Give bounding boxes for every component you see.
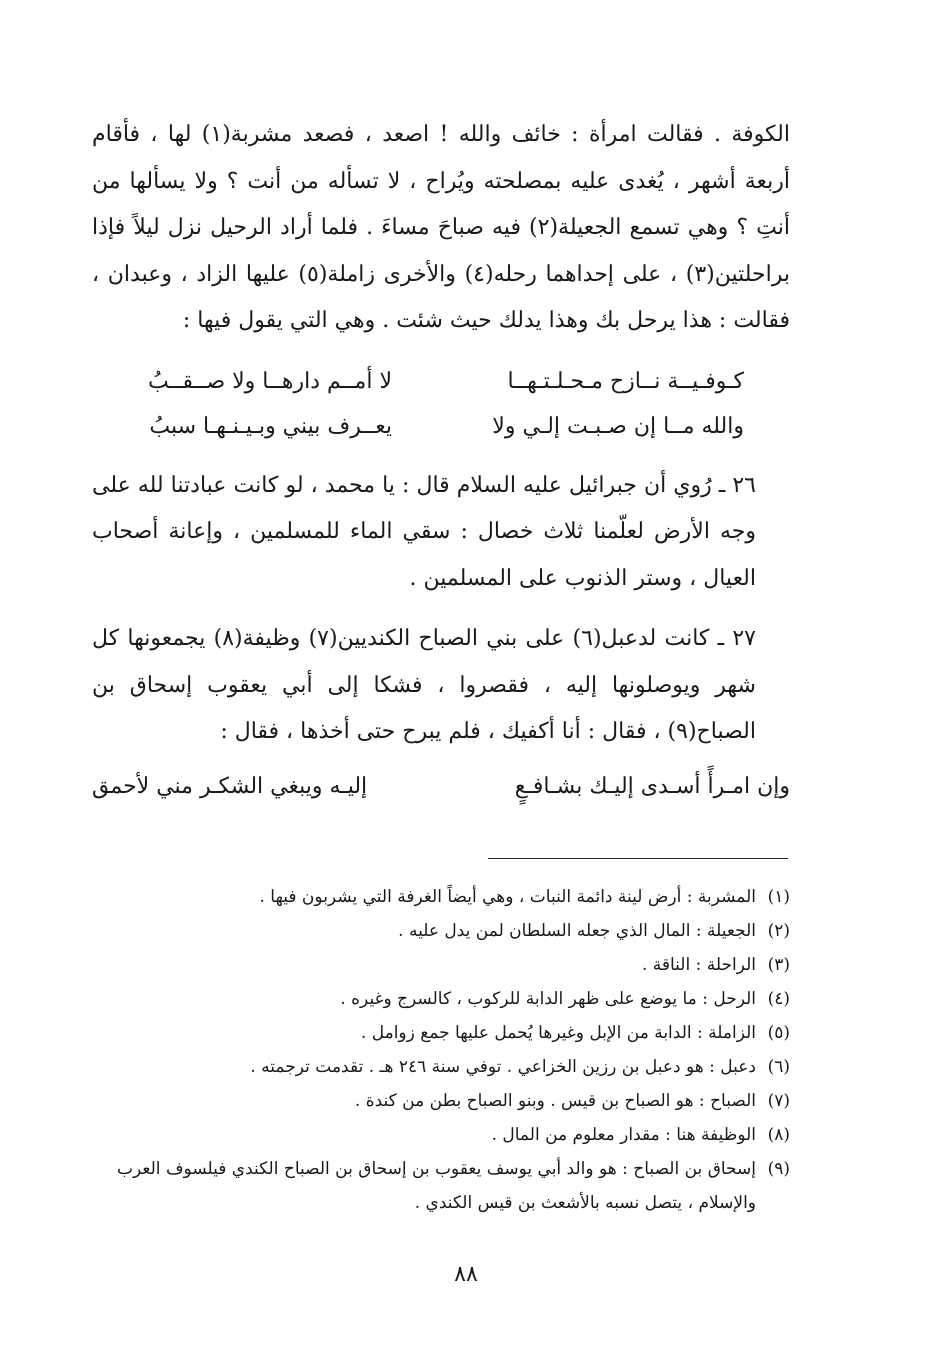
footnote-text: إسحاق بن الصباح : هو والد أبي يوسف يعقوب بن إسحاق بن الصباح الكندي فيلسوف العرب والإسلام ، يتصل نسبه بالأشعث بن قيس الكندي .: [117, 1159, 756, 1213]
footnote: [92, 1050, 790, 1084]
verse-second-hemistich: يعــرف بيني وبـيـنـهـا سببُ: [149, 413, 392, 439]
verse-first-hemistich: والله مــا إن صـبـت إلـي ولا: [492, 413, 744, 439]
footnote-text: دعبل : هو دعبل بن رزين الخزاعي . توفي سنة ٢٤٦ هـ . تقدمت ترجمته .: [250, 1057, 756, 1077]
footnote: [92, 948, 790, 982]
footnote: [92, 914, 790, 948]
footnote-number: (٨): [767, 1125, 790, 1145]
footnote-text: الجعيلة : المال الذي جعله السلطان لمن يدل عليه .: [398, 921, 756, 941]
footnote-number: (٤): [767, 989, 790, 1009]
verse-second-hemistich: لا أمــم دارهــا ولا صــقــبُ: [147, 368, 392, 394]
paragraph-26: ٢٦ ـ رُوي أن جبرائيل عليه السلام قال : يا محمد ، لو كانت عبادتنا لله على وجه الأرض لعلّمنا ثلاث خصال : سقي الماء للمسلمين ، وإعانة أصحاب العيال ، وستر الذنوب على المسلمين .: [92, 472, 756, 591]
poem-verse: [92, 404, 790, 449]
footnote-number: (٢): [767, 921, 790, 941]
footnote: [92, 1084, 790, 1118]
footnote-number: (٧): [767, 1091, 790, 1111]
verse-second-hemistich: إليـه ويبغي الشكـر مني لأحمق: [92, 773, 368, 799]
footnote-number: (٦): [767, 1057, 790, 1077]
footnote-number: (٣): [767, 955, 790, 975]
footnote-text: الراحلة : الناقة .: [641, 955, 756, 975]
poem: [92, 359, 790, 449]
footnote: [92, 880, 790, 914]
footnote: [92, 1118, 790, 1152]
footnotes: [92, 880, 790, 1220]
footnote-number: (٥): [767, 1023, 790, 1043]
verse-first-hemistich: كـوفـيــة نــازح مـحـلـتـهــا: [507, 368, 744, 394]
footnote: [92, 982, 790, 1016]
footnote-separator: [488, 858, 788, 859]
closing-verse: [92, 764, 790, 811]
footnote-text: الرحل : ما يوضع على ظهر الدابة للركوب ، كالسرج وغيره .: [340, 989, 756, 1009]
footnote-text: الوظيفة هنا : مقدار معلوم من المال .: [491, 1125, 756, 1145]
footnote-text: الزاملة : الدابة من الإبل وغيرها يُحمل عليها جمع زوامل .: [360, 1023, 756, 1043]
footnote: [92, 1152, 790, 1220]
footnote-number: (١): [767, 887, 790, 907]
main-text: [92, 112, 790, 810]
verse-first-hemistich: وإن امـرأً أسـدى إليـك بشـافـعٍ: [514, 773, 790, 799]
footnote-text: الصباح : هو الصباح بن قيس . وبنو الصباح بطن من كندة .: [354, 1091, 756, 1111]
poem-verse: [92, 359, 790, 404]
paragraph-intro: الكوفة . فقالت امرأة : خائف والله ! اصعد ، فصعد مشربة(١) لها ، فأقام أربعة أشهر ، يُغدى عليه بمصلحته ويُراح ، لا تسأله من أنت ؟ ولا يسألها من أنتِ ؟ وهي تسمع الجعيلة(٢) فيه صباحَ مساءَ . فلما أراد الرحيل نزل ليلاً فإذا براحلتين(٣) ، على إحداهما رحله(٤) والأخرى زاملة(٥) عليها الزاد ، وعبدان ، فقالت : هذا يرحل بك وهذا يدلك حيث شئت . وهي التي يقول فيها :: [92, 122, 791, 333]
page-number: ٨٨: [454, 1262, 478, 1287]
footnote: [92, 1016, 790, 1050]
footnote-text: المشربة : أرض لينة دائمة النبات ، وهي أيضاً الغرفة التي يشربون فيها .: [259, 887, 756, 907]
paragraph-27: ٢٧ ـ كانت لدعبل(٦) على بني الصباح الكنديين(٧) وظيفة(٨) يجمعونها كل شهر ويوصلونها إليه ، فقصروا ، فشكا إلى أبي يعقوب إسحاق بن الصباح(٩) ، فقال : أنا أكفيك ، فلم يبرح حتى أخذها ، فقال :: [92, 626, 756, 744]
footnote-number: (٩): [767, 1159, 790, 1179]
